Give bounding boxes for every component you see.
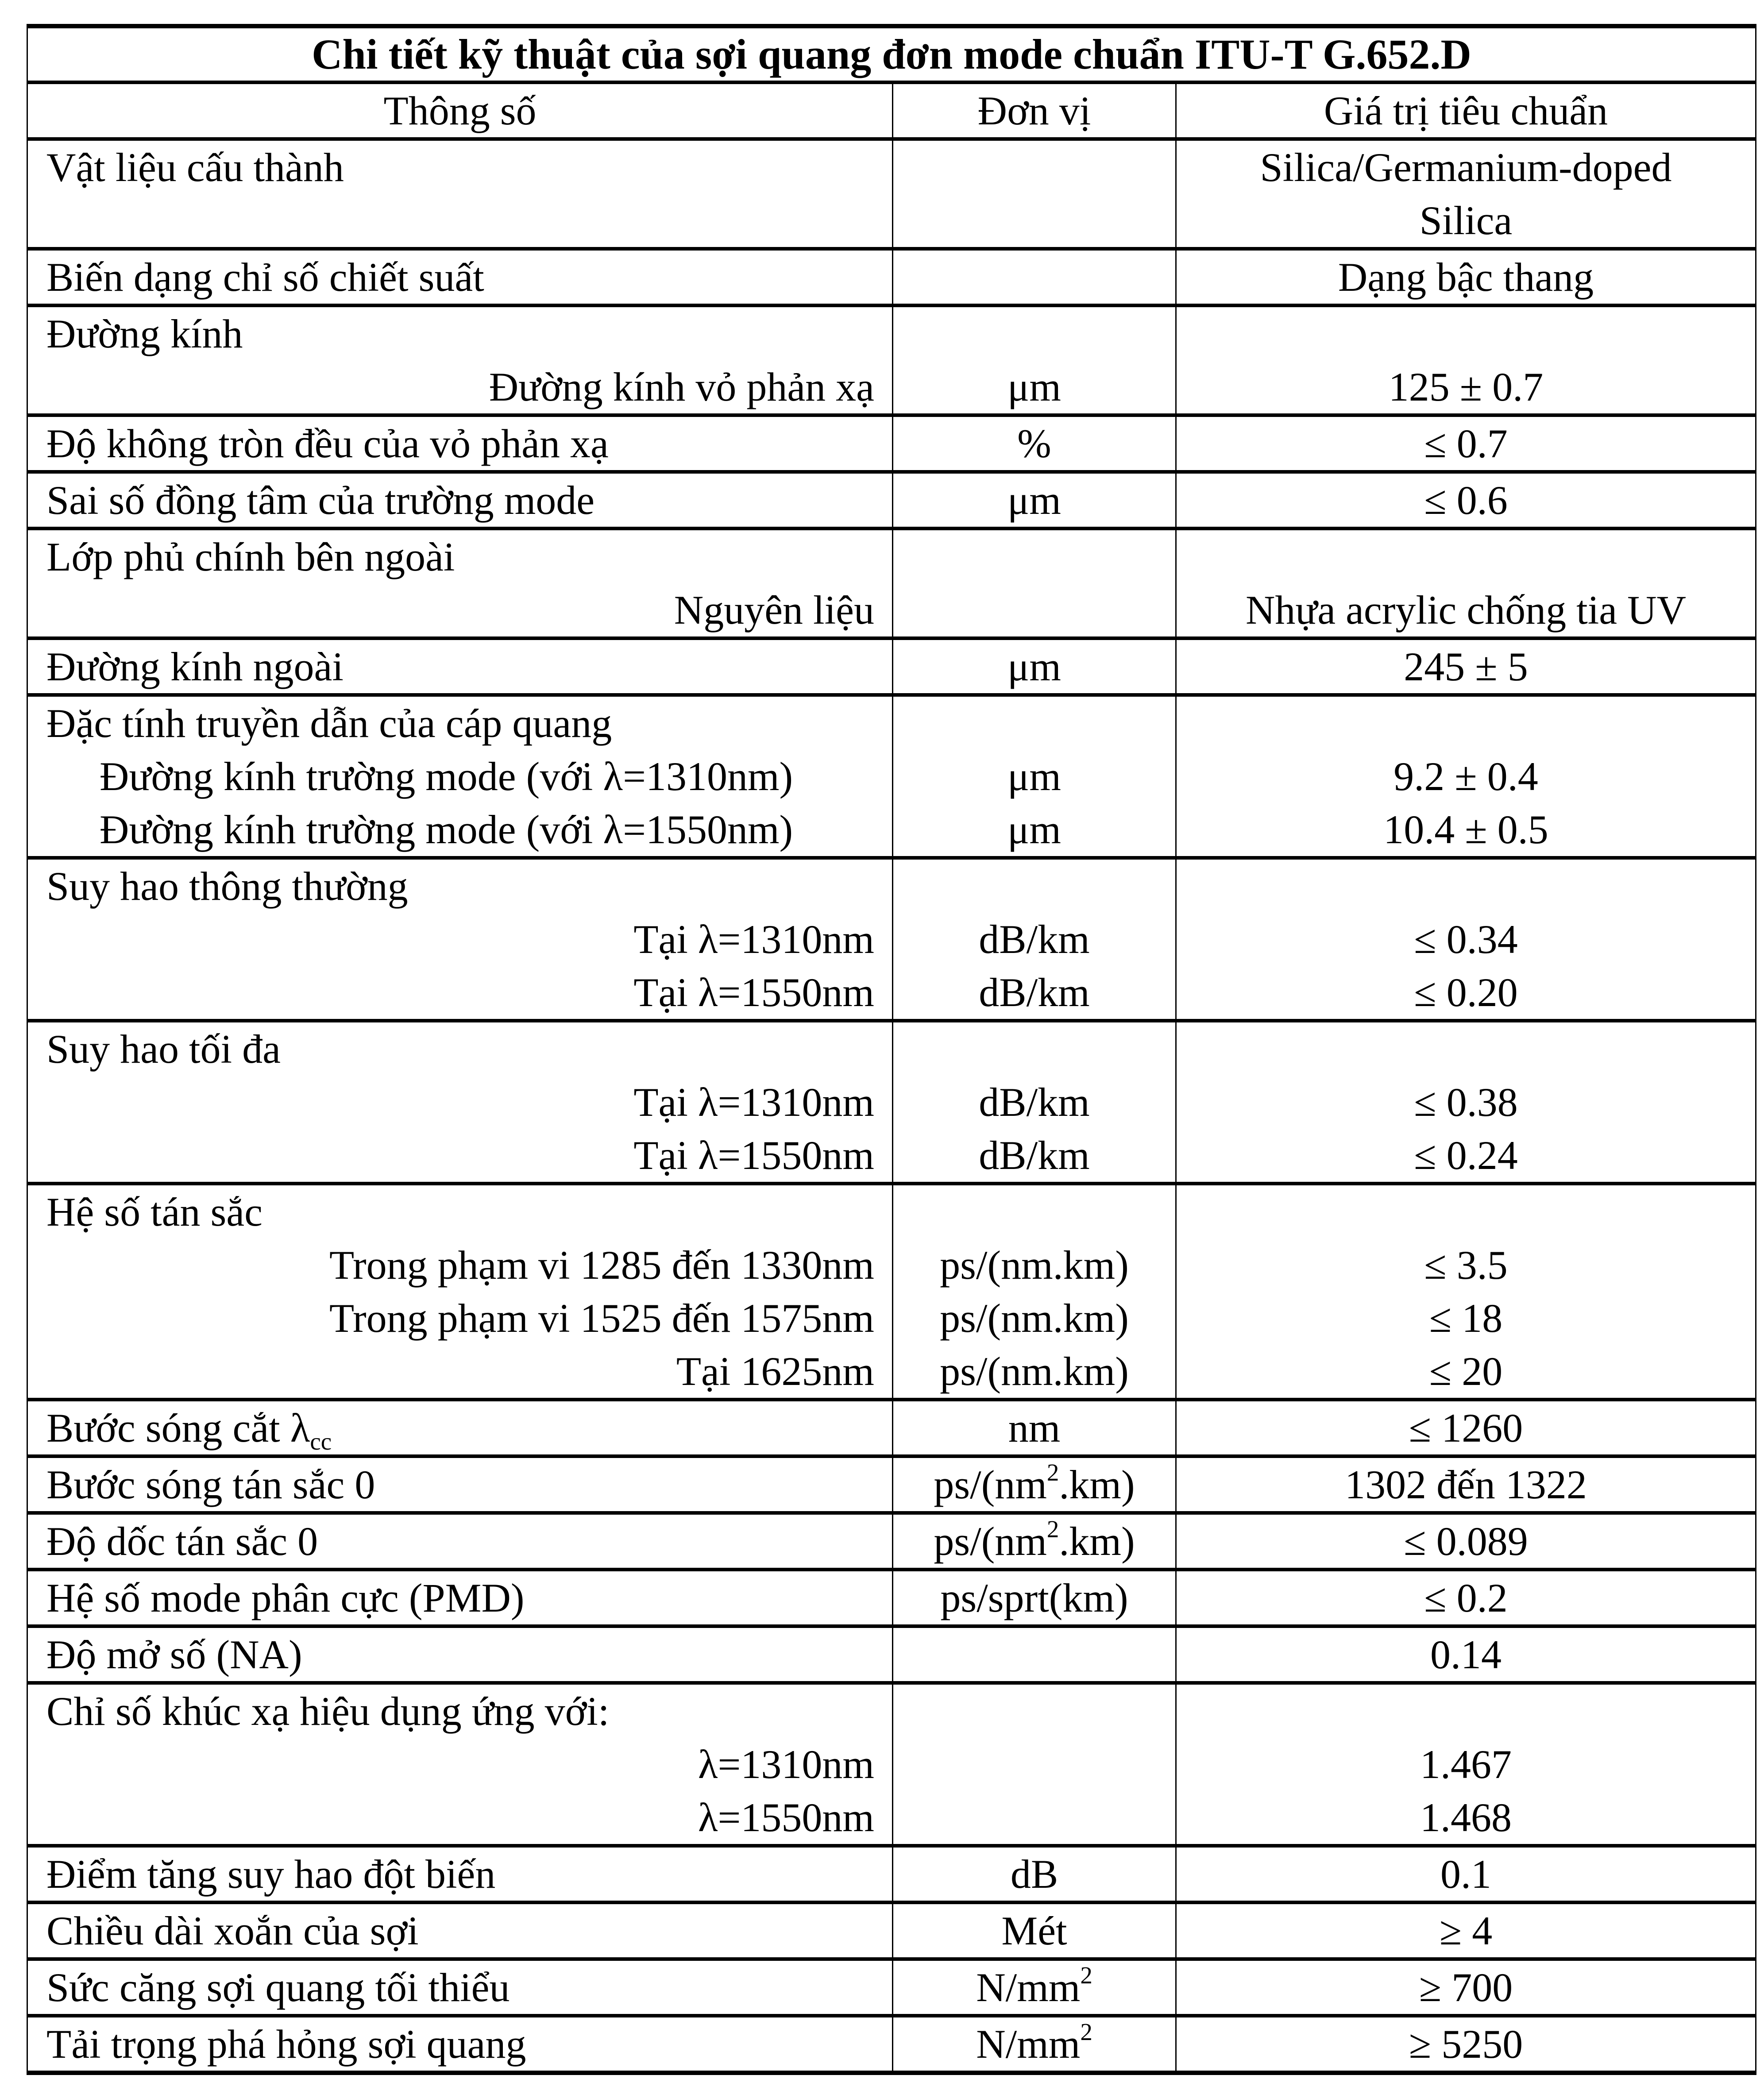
param-cell xyxy=(27,1400,893,1456)
value-cell xyxy=(1176,1626,1756,1683)
param-cell xyxy=(27,528,893,638)
param-label: Chỉ số khúc xạ hiệu dụng ứng với: xyxy=(46,1689,610,1734)
value-text: ≤ 0.6 xyxy=(1424,478,1508,523)
param-cell xyxy=(27,1570,893,1626)
unit-cell xyxy=(893,1570,1176,1626)
param-label: Đặc tính truyền dẫn của cáp quang xyxy=(46,701,612,746)
param-cell xyxy=(27,1184,893,1400)
param-cell xyxy=(27,1513,893,1570)
unit-cell xyxy=(893,638,1176,695)
spec-table xyxy=(27,24,1756,2075)
sub-param-label: Trong phạm vi 1525 đến 1575nm xyxy=(329,1296,874,1341)
table-row xyxy=(27,1570,1756,1626)
param-label: Bước sóng tán sắc 0 xyxy=(46,1462,375,1507)
unit-value: nm xyxy=(1008,1405,1061,1450)
value-line: Silica xyxy=(1419,198,1513,243)
param-label: Biến dạng chỉ số chiết suất xyxy=(46,255,484,300)
param-cell xyxy=(27,858,893,1021)
sub-unit: μm xyxy=(1007,754,1061,799)
unit-cell xyxy=(893,1513,1176,1570)
sub-value: ≤ 0.20 xyxy=(1414,970,1518,1015)
unit-cell xyxy=(893,305,1176,415)
param-subscript: cc xyxy=(310,1428,332,1455)
sub-param-label: Tại λ=1310nm xyxy=(633,917,874,962)
table-row xyxy=(27,1184,1756,1400)
value-text: ≤ 1260 xyxy=(1409,1405,1523,1450)
value-cell xyxy=(1176,249,1756,305)
unit-value: dB xyxy=(1010,1851,1058,1897)
sub-unit: ps/(nm.km) xyxy=(940,1296,1129,1341)
sub-param-label: λ=1550nm xyxy=(698,1795,874,1840)
unit-cell xyxy=(893,1683,1176,1846)
param-label: Suy hao thông thường xyxy=(46,864,408,909)
table-row xyxy=(27,1902,1756,1959)
sub-value: 1.467 xyxy=(1420,1742,1512,1787)
value-cell xyxy=(1176,1021,1756,1184)
unit-value: μm xyxy=(1007,644,1061,689)
value-text: 245 ± 5 xyxy=(1404,644,1528,689)
unit-spacer xyxy=(893,1685,1175,1738)
value-cell xyxy=(1176,1570,1756,1626)
unit-spacer xyxy=(893,697,1175,750)
unit-cell xyxy=(893,249,1176,305)
value-text: ≥ 5250 xyxy=(1409,2021,1523,2067)
value-cell xyxy=(1176,472,1756,528)
sub-param-label: Tại λ=1550nm xyxy=(633,970,874,1015)
value-cell xyxy=(1176,638,1756,695)
table-row xyxy=(27,1683,1756,1846)
table-row xyxy=(27,1400,1756,1456)
unit-superscript: 2 xyxy=(1080,2018,1092,2045)
unit-value xyxy=(893,251,1175,304)
table-row xyxy=(27,415,1756,472)
unit-cell xyxy=(893,1456,1176,1513)
unit-spacer xyxy=(893,530,1175,583)
table-row xyxy=(27,2016,1756,2073)
value-cell xyxy=(1176,305,1756,415)
unit-value: $N/mm^2$ xyxy=(976,2018,1092,2067)
sub-param-label: λ=1310nm xyxy=(698,1742,874,1787)
sub-param-label: Tại λ=1550nm xyxy=(633,1133,874,1178)
unit-value: $N/mm^2$ xyxy=(976,1962,1092,2010)
table-row xyxy=(27,1021,1756,1184)
unit-value: % xyxy=(1017,421,1051,466)
unit-cell xyxy=(893,1626,1176,1683)
param-label: Bước sóng cắt $\lambda_{cc}$ xyxy=(46,1405,332,1455)
param-cell xyxy=(27,638,893,695)
header-param: Thông số xyxy=(27,82,893,139)
sub-value: 1.468 xyxy=(1420,1795,1512,1840)
table-row xyxy=(27,1456,1756,1513)
unit-value xyxy=(893,1628,1175,1681)
value-spacer xyxy=(1177,307,1755,360)
sub-value: ≤ 0.38 xyxy=(1414,1080,1518,1125)
value-cell xyxy=(1176,528,1756,638)
value-cell xyxy=(1176,1959,1756,2016)
unit-value: $ps/(nm^2.km)$ xyxy=(934,1516,1135,1564)
unit-cell xyxy=(893,695,1176,858)
table-row xyxy=(27,1626,1756,1683)
param-cell xyxy=(27,415,893,472)
unit-cell xyxy=(893,1400,1176,1456)
header-unit: Đơn vị xyxy=(893,82,1176,139)
sub-value: ≤ 0.24 xyxy=(1414,1133,1518,1178)
unit-cell xyxy=(893,2016,1176,2073)
table-row xyxy=(27,305,1756,415)
unit-cell xyxy=(893,1021,1176,1184)
sub-param-label: Đường kính trường mode (với λ=1310nm) xyxy=(100,754,793,799)
table-body xyxy=(27,139,1756,2073)
value-text: Dạng bậc thang xyxy=(1338,255,1594,300)
value-spacer xyxy=(1177,697,1755,750)
value-line: Silica/Germanium-doped xyxy=(1260,145,1672,190)
header-value: Giá trị tiêu chuẩn xyxy=(1176,82,1756,139)
sub-unit: μm xyxy=(1007,364,1061,409)
value-spacer xyxy=(1177,530,1755,583)
sub-value: 10.4 ± 0.5 xyxy=(1383,807,1548,852)
unit-spacer xyxy=(893,1022,1175,1076)
sub-value: Nhựa acrylic chống tia UV xyxy=(1245,587,1687,633)
param-cell xyxy=(27,1902,893,1959)
table-row xyxy=(27,528,1756,638)
value-spacer xyxy=(1177,1185,1755,1238)
value-cell xyxy=(1176,1513,1756,1570)
sub-value: ≤ 18 xyxy=(1429,1296,1503,1341)
sub-unit xyxy=(893,1738,1175,1791)
sub-param-label: Tại 1625nm xyxy=(676,1349,874,1394)
table-row xyxy=(27,695,1756,858)
value-spacer xyxy=(1177,860,1755,913)
unit-superscript: 2 xyxy=(1046,1459,1059,1486)
param-cell xyxy=(27,1683,893,1846)
unit-cell xyxy=(893,1846,1176,1902)
unit-spacer xyxy=(893,860,1175,913)
unit-cell xyxy=(893,1959,1176,2016)
sub-value: ≤ 3.5 xyxy=(1424,1242,1508,1288)
sub-value: ≤ 20 xyxy=(1429,1349,1503,1394)
value-text: ≤ 0.7 xyxy=(1424,421,1508,466)
unit-cell xyxy=(893,472,1176,528)
value-spacer xyxy=(1177,1022,1755,1076)
unit-value: $ps/(nm^2.km)$ xyxy=(934,1459,1135,1507)
value-cell xyxy=(1176,415,1756,472)
value-text: ≥ 700 xyxy=(1419,1965,1513,2010)
sub-unit: μm xyxy=(1007,807,1061,852)
sub-value: ≤ 0.34 xyxy=(1414,917,1518,962)
table-title: Chi tiết kỹ thuật của sợi quang đơn mode chuẩn ITU-T G.652.D xyxy=(27,26,1756,82)
unit-value: ps/sprt(km) xyxy=(940,1575,1128,1620)
sub-param-label: Nguyên liệu xyxy=(674,587,874,633)
table-row xyxy=(27,472,1756,528)
param-cell xyxy=(27,472,893,528)
param-cell xyxy=(27,305,893,415)
sub-param-label: Đường kính vỏ phản xạ xyxy=(489,364,874,409)
sub-unit: dB/km xyxy=(979,970,1090,1015)
value-text: 0.14 xyxy=(1430,1632,1502,1677)
header-row xyxy=(27,82,1756,139)
unit-cell xyxy=(893,415,1176,472)
value-cell xyxy=(1176,1902,1756,1959)
param-label: Đường kính xyxy=(46,311,243,356)
param-cell xyxy=(27,1846,893,1902)
param-label: Đường kính ngoài xyxy=(46,644,344,689)
param-label: Độ mở số (NA) xyxy=(46,1632,302,1677)
param-label: Vật liệu cấu thành xyxy=(46,145,344,190)
value-cell xyxy=(1176,1400,1756,1456)
value-text: ≥ 4 xyxy=(1439,1908,1493,1953)
param-cell xyxy=(27,1021,893,1184)
param-cell xyxy=(27,1959,893,2016)
value-cell xyxy=(1176,1683,1756,1846)
value-cell xyxy=(1176,858,1756,1021)
param-cell xyxy=(27,1456,893,1513)
unit-cell xyxy=(893,1902,1176,1959)
value-text: ≤ 0.2 xyxy=(1424,1575,1508,1620)
sub-unit: ps/(nm.km) xyxy=(940,1349,1129,1394)
param-label: Suy hao tối đa xyxy=(46,1026,281,1072)
value-cell xyxy=(1176,695,1756,858)
value-cell xyxy=(1176,2016,1756,2073)
param-cell xyxy=(27,695,893,858)
param-cell xyxy=(27,139,893,249)
unit-value: μm xyxy=(1007,478,1061,523)
param-label: Hệ số mode phân cực (PMD) xyxy=(46,1575,525,1620)
value-cell xyxy=(1176,1846,1756,1902)
unit-value xyxy=(893,141,1175,194)
table-row xyxy=(27,1959,1756,2016)
table-row xyxy=(27,858,1756,1021)
param-label: Sai số đồng tâm của trường mode xyxy=(46,478,595,523)
param-label: Lớp phủ chính bên ngoài xyxy=(46,534,455,579)
unit-spacer xyxy=(893,1185,1175,1238)
table-row xyxy=(27,249,1756,305)
param-cell xyxy=(27,249,893,305)
value-spacer xyxy=(1177,1685,1755,1738)
param-cell xyxy=(27,1626,893,1683)
table-row xyxy=(27,139,1756,249)
value-text: 0.1 xyxy=(1440,1851,1491,1897)
sub-unit: dB/km xyxy=(979,917,1090,962)
unit-cell xyxy=(893,139,1176,249)
sub-param-label: Tại λ=1310nm xyxy=(633,1080,874,1125)
table-row xyxy=(27,1513,1756,1570)
unit-cell xyxy=(893,528,1176,638)
unit-superscript: 2 xyxy=(1046,1516,1059,1543)
unit-spacer xyxy=(893,307,1175,360)
sub-unit: dB/km xyxy=(979,1080,1090,1125)
unit-cell xyxy=(893,858,1176,1021)
sub-unit xyxy=(893,1791,1175,1844)
value-text: 1302 đến 1322 xyxy=(1345,1462,1587,1507)
unit-value: Mét xyxy=(1001,1908,1067,1953)
value-cell xyxy=(1176,139,1756,249)
unit-superscript: 2 xyxy=(1080,1962,1092,1989)
unit-cell xyxy=(893,1184,1176,1400)
sub-value: 9.2 ± 0.4 xyxy=(1393,754,1538,799)
value-text: ≤ 0.089 xyxy=(1404,1519,1528,1564)
param-label: Điểm tăng suy hao đột biến xyxy=(46,1851,496,1897)
param-label: Chiều dài xoắn của sợi xyxy=(46,1908,419,1953)
sub-value: 125 ± 0.7 xyxy=(1388,364,1544,409)
table-row xyxy=(27,638,1756,695)
param-label: Độ dốc tán sắc 0 xyxy=(46,1519,318,1564)
sub-unit xyxy=(893,583,1175,636)
param-label: Độ không tròn đều của vỏ phản xạ xyxy=(46,421,609,466)
param-label: Tải trọng phá hỏng sợi quang xyxy=(46,2021,526,2067)
sub-unit: ps/(nm.km) xyxy=(940,1242,1129,1288)
param-cell xyxy=(27,2016,893,2073)
param-label: Sức căng sợi quang tối thiểu xyxy=(46,1965,510,2010)
param-spacer xyxy=(46,194,892,247)
sub-param-label: Đường kính trường mode (với λ=1550nm) xyxy=(100,807,793,852)
value-cell xyxy=(1176,1184,1756,1400)
sub-param-label: Trong phạm vi 1285 đến 1330nm xyxy=(329,1242,874,1288)
sub-unit: dB/km xyxy=(979,1133,1090,1178)
title-row xyxy=(27,26,1756,82)
value-cell xyxy=(1176,1456,1756,1513)
table-row xyxy=(27,1846,1756,1902)
param-label: Hệ số tán sắc xyxy=(46,1189,262,1234)
